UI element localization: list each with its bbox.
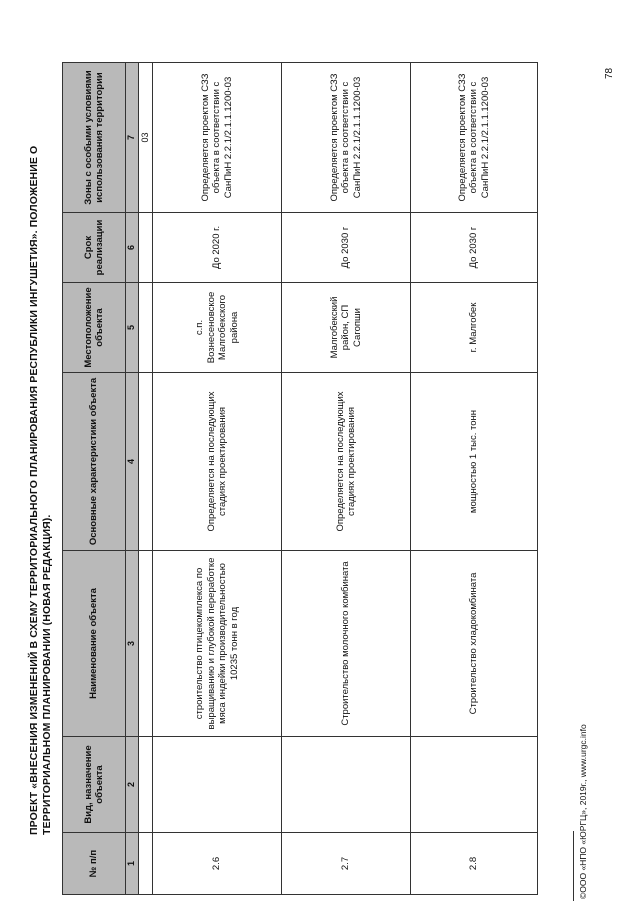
cell-location: Малгобекский район, СП Сагопши <box>282 283 411 373</box>
cell-term: До 2030 г <box>411 213 538 283</box>
column-number-row <box>126 63 139 895</box>
footer-divider <box>573 831 574 901</box>
objects-table <box>62 62 538 895</box>
col-header-location: Местоположение объекта <box>63 283 126 373</box>
cell-number: 2.8 <box>411 833 538 895</box>
cell-characteristics: Определяется на последующих стадиях проектирования <box>282 373 411 551</box>
col-number: 4 <box>126 373 139 551</box>
col-number: 5 <box>126 283 139 373</box>
cell-name: Строительство молочного комбината <box>282 551 411 737</box>
col-header-kind: Вид, назначение объекта <box>63 737 126 833</box>
cell-name: Строительство хладокомбината <box>411 551 538 737</box>
cell-name: строительство птицекомплекса по выращиванию и глубокой переработке мяса индейки производительностью 10235 тонн в год <box>153 551 282 737</box>
table-row <box>153 63 282 895</box>
table-row <box>411 63 538 895</box>
table-row <box>282 63 411 895</box>
spill-text: 03 <box>138 63 153 213</box>
col-header-number: № п/п <box>63 833 126 895</box>
cell-kind <box>411 737 538 833</box>
table-header-row <box>63 63 126 895</box>
cell-kind <box>282 737 411 833</box>
cell-term: До 2020 г. <box>153 213 282 283</box>
col-header-characteristics: Основные характеристики объекта <box>63 373 126 551</box>
cell-characteristics: мощностью 1 тыс. тонн <box>411 373 538 551</box>
cell-location: с.п. Вознесеновское Малгобекского района <box>153 283 282 373</box>
col-number: 1 <box>126 833 139 895</box>
spill-row <box>138 63 153 895</box>
cell-number: 2.7 <box>282 833 411 895</box>
cell-term: До 2030 г <box>282 213 411 283</box>
col-number: 7 <box>126 63 139 213</box>
cell-location: г. Малгобек <box>411 283 538 373</box>
cell-kind <box>153 737 282 833</box>
col-number: 2 <box>126 737 139 833</box>
cell-zones: Определяется проектом СЗЗ объекта в соответствии с СанПиН 2.2.1/2.1.1.1200-03 <box>411 63 538 213</box>
cell-zones: Определяется проектом СЗЗ объекта в соответствии с СанПиН 2.2.1/2.1.1.1200-03 <box>282 63 411 213</box>
col-number: 6 <box>126 213 139 283</box>
cell-characteristics: Определяется на последующих стадиях проектирования <box>153 373 282 551</box>
cell-zones: Определяется проектом СЗЗ объекта в соответствии с СанПиН 2.2.1/2.1.1.1200-03 <box>153 63 282 213</box>
document-title: ПРОЕКТ «ВНЕСЕНИЯ ИЗМЕНЕНИЙ В СХЕМУ ТЕРРИТОРИАЛЬНОГО ПЛАНИРОВАНИЯ РЕСПУБЛИКИ ИНГУШЕТИЯ». ПОЛОЖЕНИЕ О ТЕРРИТОРИАЛЬНОМ ПЛАНИРОВАНИИ (НОВАЯ РЕДАКЦИЯ). <box>28 145 53 835</box>
col-header-term: Срок реализации <box>63 213 126 283</box>
col-number: 3 <box>126 551 139 737</box>
col-header-zones: Зоны с особыми условиями использования территории <box>63 63 126 213</box>
col-header-name: Наименование объекта <box>63 551 126 737</box>
cell-number: 2.6 <box>153 833 282 895</box>
page-number: 78 <box>604 67 615 79</box>
footer-copyright: ©ООО «НПО «ЮРГЦ», 2019г., www.urgc.info <box>578 724 588 899</box>
